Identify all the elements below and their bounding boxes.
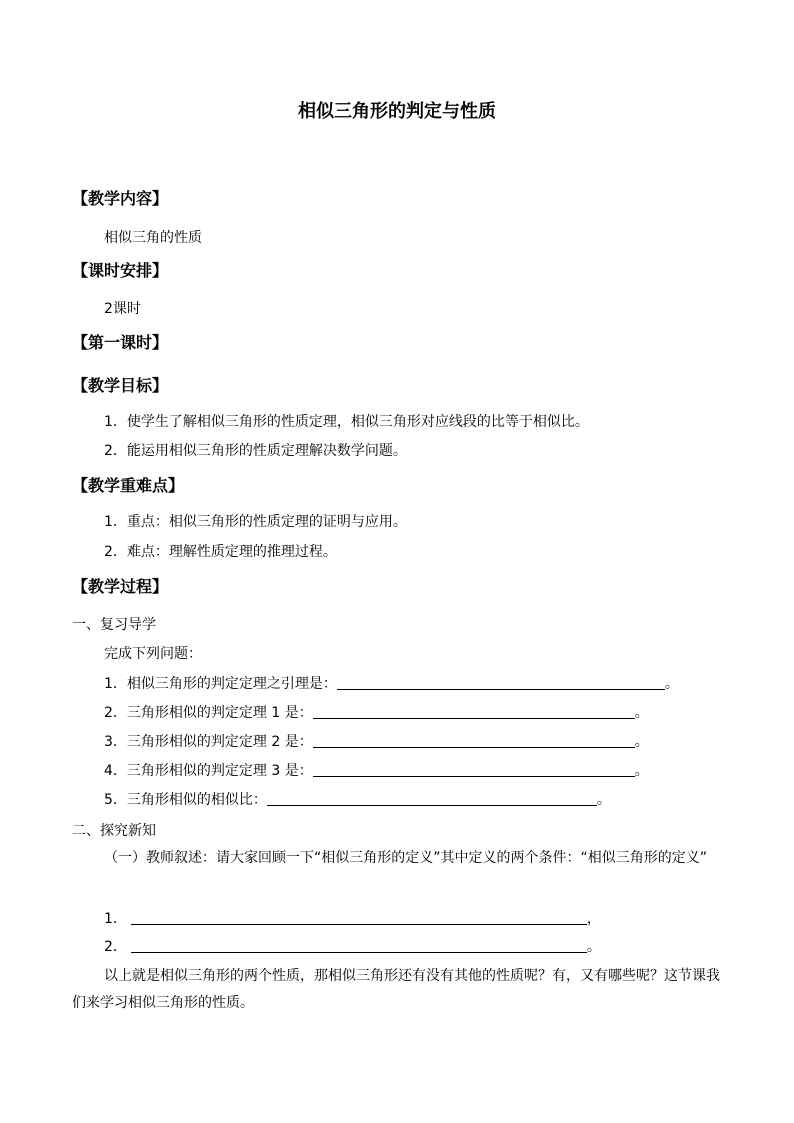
section-explore: 二、探究新知 xyxy=(72,823,156,839)
question-5 xyxy=(104,790,611,810)
punctuation: 。 xyxy=(634,734,649,750)
key-item: 2．难点：理解性质定理的推理过程。 xyxy=(104,544,337,560)
punctuation: 。 xyxy=(586,939,601,955)
goal-item: 2．能运用相似三角形的性质定理解决数学问题。 xyxy=(104,443,407,459)
answer-blank-4[interactable] xyxy=(313,762,635,777)
goal-item: 1．使学生了解相似三角形的性质定理，相似三角形对应线段的比等于相似比。 xyxy=(104,414,589,430)
question-3 xyxy=(104,732,649,752)
heading-content: 【教学内容】 xyxy=(72,189,169,208)
closing-paragraph: 以上就是相似三角形的两个性质，那相似三角形还有没有其他的性质呢？有，又有哪些呢？这节课我们来学习相似三角形的性质。 xyxy=(72,968,720,1011)
punctuation: 。 xyxy=(596,792,611,808)
blank-item-2 xyxy=(104,937,601,957)
sub-section-text: （一）教师叙述：请大家回顾一下“相似三角形的定义”其中定义的两个条件：“相似三角形的定义” xyxy=(104,850,708,866)
punctuation: 。 xyxy=(634,705,649,721)
section-review: 一、复习导学 xyxy=(72,617,156,633)
answer-blank-3[interactable] xyxy=(313,733,635,748)
question-5-label: 5．三角形相似的相似比： xyxy=(104,792,267,808)
schedule-text: 2课时 xyxy=(104,301,141,317)
punctuation: 。 xyxy=(634,763,649,779)
key-item: 1．重点：相似三角形的性质定理的证明与应用。 xyxy=(104,514,407,530)
answer-blank-2[interactable] xyxy=(313,704,635,719)
blank-item-1 xyxy=(104,909,601,929)
question-3-label: 3．三角形相似的判定定理 2 是： xyxy=(104,734,313,750)
heading-first-lesson: 【第一课时】 xyxy=(72,333,169,352)
question-1 xyxy=(104,674,679,694)
answer-blank-1[interactable] xyxy=(337,675,665,690)
page-title: 相似三角形的判定与性质 xyxy=(298,101,496,122)
task-text: 完成下列问题： xyxy=(104,646,202,662)
punctuation: ， xyxy=(586,911,601,927)
answer-blank-6[interactable] xyxy=(131,910,587,925)
answer-blank-5[interactable] xyxy=(267,791,597,806)
heading-key-points: 【教学重难点】 xyxy=(72,476,185,495)
blank-item-2-label: 2． xyxy=(104,939,127,955)
question-2-label: 2．三角形相似的判定定理 1 是： xyxy=(104,705,313,721)
question-4-label: 4．三角形相似的判定定理 3 是： xyxy=(104,763,313,779)
heading-schedule: 【课时安排】 xyxy=(72,261,169,280)
heading-goals: 【教学目标】 xyxy=(72,376,169,395)
answer-blank-7[interactable] xyxy=(131,938,587,953)
question-1-label: 1．相似三角形的判定定理之引理是： xyxy=(104,676,337,692)
content-text: 相似三角的性质 xyxy=(104,230,202,246)
question-2 xyxy=(104,703,649,723)
blank-item-1-label: 1． xyxy=(104,911,127,927)
heading-process: 【教学过程】 xyxy=(72,577,169,596)
punctuation: 。 xyxy=(664,676,679,692)
question-4 xyxy=(104,761,649,781)
